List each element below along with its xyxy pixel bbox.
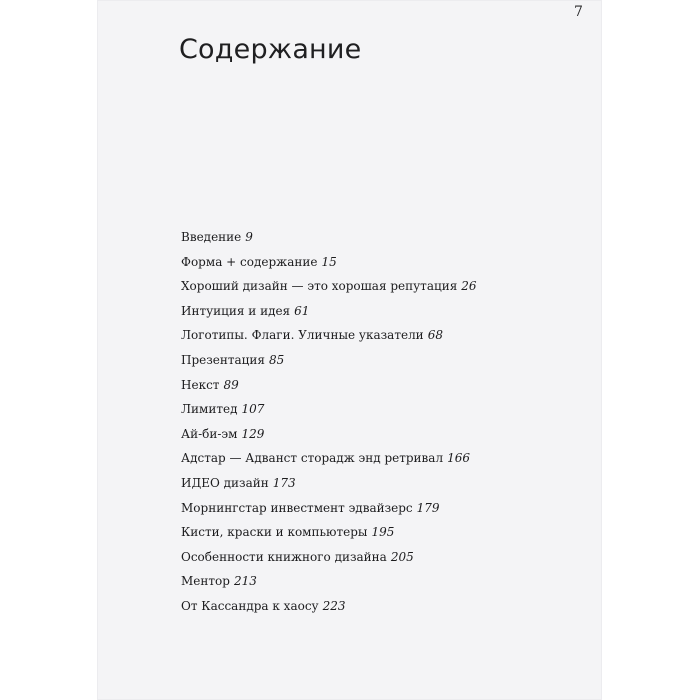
toc-item-page: 61 <box>294 303 310 318</box>
toc-item <box>181 348 477 373</box>
toc-item-title: Логотипы. Флаги. Уличные указатели <box>181 328 424 343</box>
toc-item-title: Особенности книжного дизайна <box>181 549 387 564</box>
toc-item <box>181 496 477 521</box>
toc-item <box>181 520 477 545</box>
toc-item-title: Интуиция и идея <box>181 303 291 318</box>
toc-item-page: 26 <box>461 279 477 294</box>
toc-item-title: Адстар — Адванст сторадж энд ретривал <box>181 451 444 466</box>
toc-item <box>181 397 477 422</box>
toc-item-title: Презентация <box>181 352 265 367</box>
toc-item-page: 85 <box>268 352 285 367</box>
toc-item <box>181 594 477 619</box>
toc-item-title: Ай-би-эм <box>181 426 238 441</box>
table-of-contents <box>181 225 477 619</box>
toc-item-title: Введение <box>181 230 242 244</box>
toc-item-page: 205 <box>390 549 414 564</box>
page-title: Содержание <box>179 34 362 65</box>
toc-item <box>181 274 477 299</box>
toc-item-page: 68 <box>427 328 443 343</box>
toc-item-page: 223 <box>322 598 346 613</box>
toc-item-page: 129 <box>241 426 265 441</box>
toc-item-page: 15 <box>321 254 337 269</box>
toc-item-title: Лимитед <box>181 402 238 417</box>
toc-item <box>181 422 477 447</box>
toc-item <box>181 471 477 496</box>
toc-item-page: 9 <box>245 230 253 244</box>
toc-item <box>181 446 477 471</box>
toc-item-title: Ментор <box>181 574 230 589</box>
toc-item-page: 89 <box>223 377 239 392</box>
page-number: 7 <box>574 4 583 20</box>
toc-item <box>181 373 477 398</box>
toc-item-title: ИДЕО дизайн <box>181 475 269 490</box>
toc-item-page: 166 <box>447 451 470 466</box>
toc-item-page: 213 <box>233 574 257 589</box>
toc-item-title: Морнингстар инвестмент эдвайзерс <box>181 500 413 515</box>
toc-item-title: Форма + содержание <box>181 254 318 269</box>
toc-item <box>181 299 477 324</box>
toc-item-title: Некст <box>181 377 220 392</box>
toc-item <box>181 323 477 348</box>
toc-item-title: Хороший дизайн — это хорошая репутация <box>181 279 458 294</box>
toc-item <box>181 545 477 570</box>
toc-item <box>181 225 477 250</box>
toc-item-page: 173 <box>272 475 296 490</box>
toc-item-title: Кисти, краски и компьютеры <box>181 525 368 540</box>
toc-item-page: 195 <box>371 525 395 540</box>
book-page <box>97 0 602 700</box>
toc-item-page: 179 <box>416 500 440 515</box>
toc-item <box>181 569 477 594</box>
toc-item <box>181 250 477 275</box>
toc-item-page: 107 <box>241 402 265 417</box>
toc-item-title: От Кассандра к хаосу <box>181 598 319 613</box>
